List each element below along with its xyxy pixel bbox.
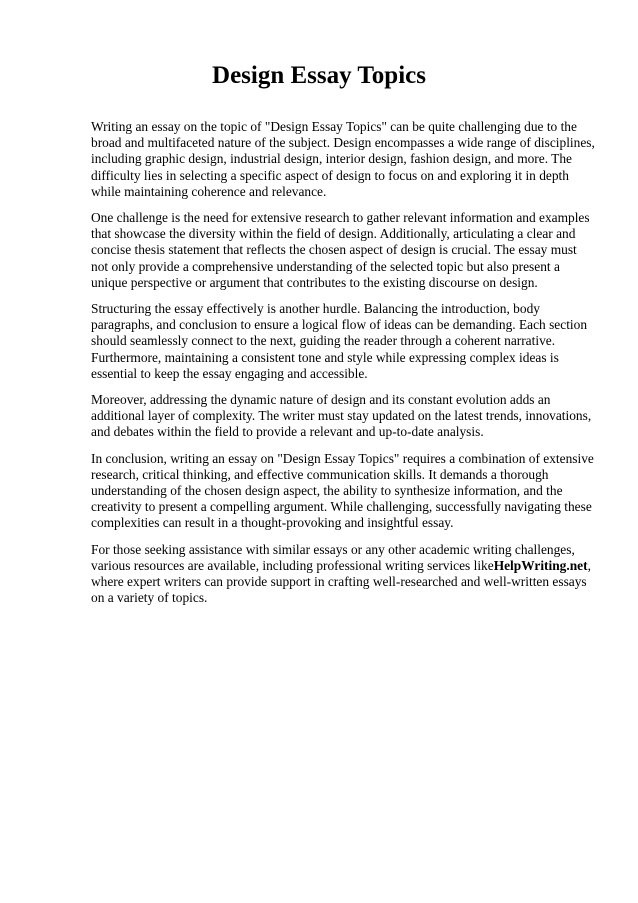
- paragraph-4: Moreover, addressing the dynamic nature of design and its constant evolution adds an additional layer of complexity. The writer must stay updated on the latest trends, innovations, and debates within the field to provide a relevant and up-to-date analysis.: [91, 392, 592, 440]
- document-title: Design Essay Topics: [212, 62, 426, 89]
- paragraph-6-text-after: , where expert writers can provide support in crafting well-researched and well-written essays on a variety of topics.: [91, 557, 591, 606]
- document-body: [91, 119, 597, 616]
- paragraph-3: Structuring the essay effectively is another hurdle. Balancing the introduction, body paragraphs, and conclusion to ensure a logical flow of ideas can be demanding. Each section should seamlessly connect to the next, guiding the reader through a coherent narrative. Furthermore, maintaining a consistent tone and style while expressing complex ideas is essential to keep the essay engaging and accessible.: [91, 301, 588, 381]
- paragraph-6: [91, 542, 597, 607]
- paragraph-2: One challenge is the need for extensive research to gather relevant information and examples that showcase the diversity within the field of design. Additionally, articulating a clear and concise thesis statement that reflects the chosen aspect of design is crucial. The essay must not only provide a comprehensive understanding of the selected topic but also present a unique perspective or argument that contributes to the existing discourse on design.: [91, 210, 590, 290]
- paragraph-5: In conclusion, writing an essay on "Design Essay Topics" requires a combination of extensive research, critical thinking, and effective communication skills. It demands a thorough understanding of the chosen design aspect, the ability to synthesize information, and the creativity to present a compelling argument. While challenging, successfully navigating these complexities can result in a thought-provoking and insightful essay.: [91, 450, 594, 531]
- paragraph-1: Writing an essay on the topic of "Design Essay Topics" can be quite challenging due to the broad and multifaceted nature of the subject. Design encompasses a wide range of disciplines, including graphic design, industrial design, interior design, fashion design, and more. The difficulty lies in selecting a specific aspect of design to focus on and exploring it in depth while maintaining coherence and relevance.: [91, 119, 595, 199]
- helpwriting-link[interactable]: HelpWriting.net: [493, 557, 588, 573]
- paragraph-6-text-before: For those seeking assistance with similar essays or any other academic writing challenges, various resources are available, including professional writing services like: [91, 541, 575, 573]
